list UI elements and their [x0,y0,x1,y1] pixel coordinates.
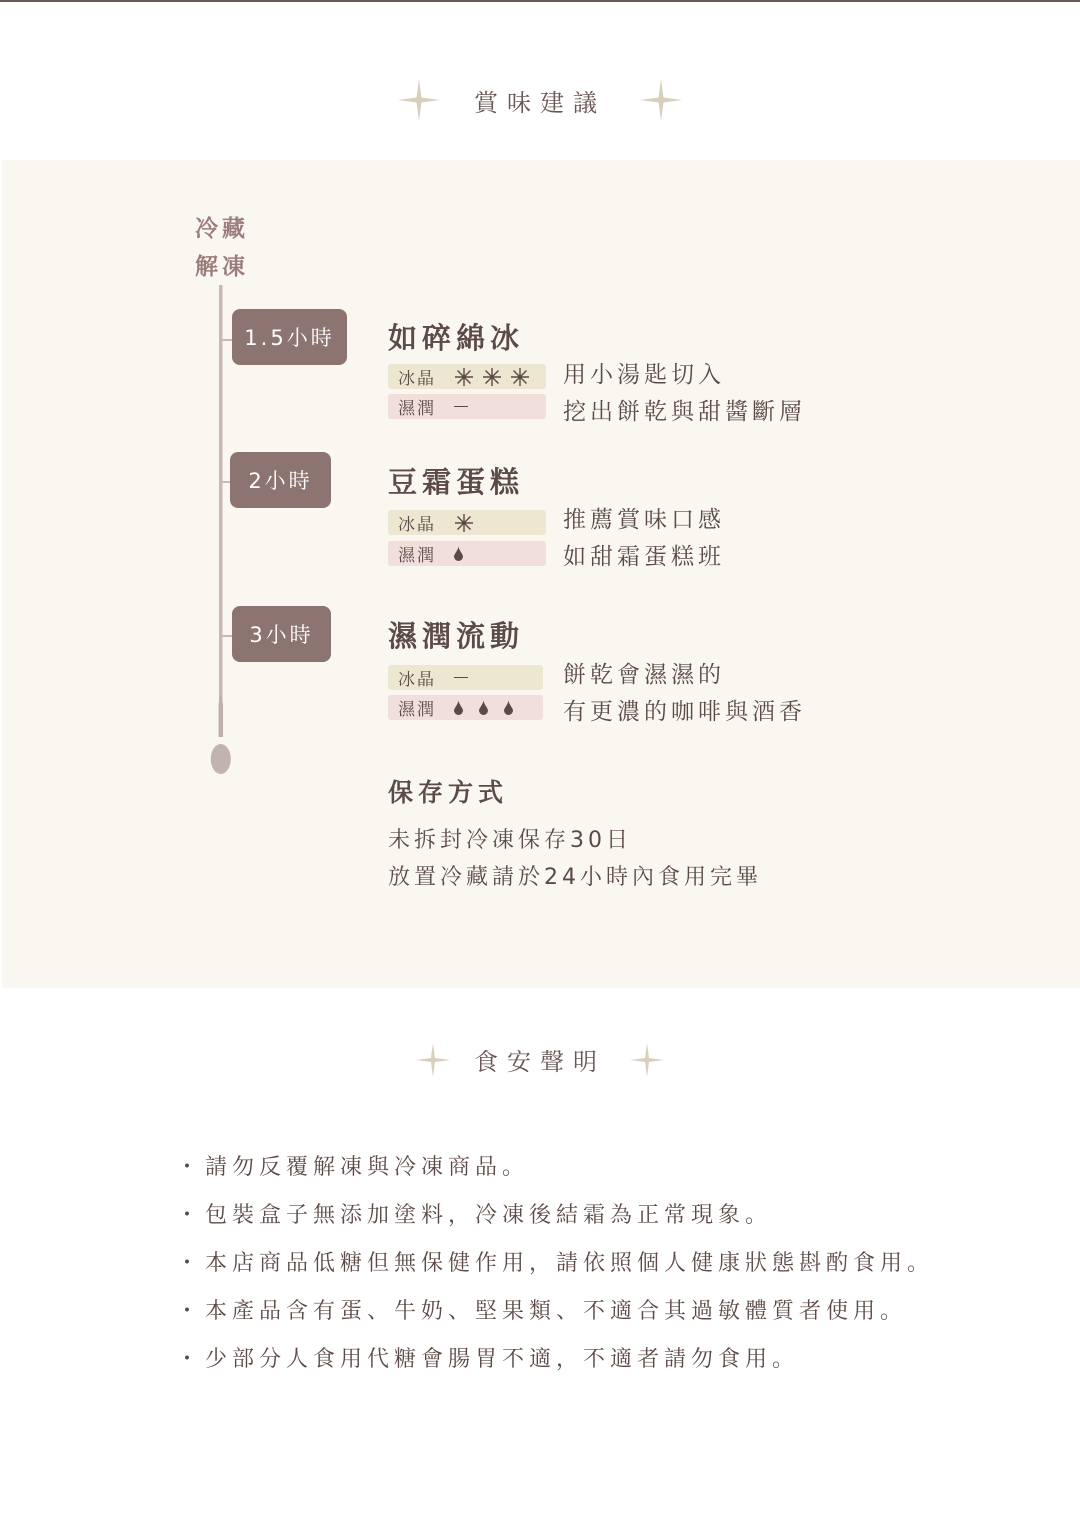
snowflake-icon [482,367,502,387]
list-item [176,1240,934,1288]
droplet-icon [454,700,463,715]
list-item-text: 請勿反覆解凍與冷凍商品。 [205,1155,530,1180]
droplet-icon [479,700,488,715]
stage-title-2: 豆霜蛋糕 [388,465,525,499]
ice-tag-3 [388,665,543,690]
stage-desc-line: 挖出餅乾與甜醬斷層 [563,399,806,425]
moist-level-3 [454,700,513,715]
side-label-line2: 解凍 [195,254,249,280]
stage-title-1: 如碎綿冰 [388,321,525,355]
safety-heading [0,1042,1080,1081]
moist-label: 濕潤 [398,700,436,720]
storage-line: 未拆封冷凍保存30日 [388,828,632,853]
moist-label: 濕潤 [398,546,436,566]
stage-desc-line: 用小湯匙切入 [563,362,725,388]
moist-tag-3 [388,695,543,720]
list-item [176,1288,934,1336]
ice-label: 冰晶 [398,670,436,690]
moist-label: 濕潤 [398,399,436,419]
storage-text [388,822,762,896]
storage-line: 放置冷藏請於24小時內食用完畢 [388,865,762,890]
snowflake-icon [510,367,530,387]
dash-icon [454,677,468,679]
sparkle-icon [416,1043,450,1077]
bullet: ・ [176,1155,204,1180]
list-item-text: 本產品含有蛋、牛奶、堅果類、不適合其過敏體質者使用。 [205,1299,908,1324]
time-badge-2h: 2小時 [230,452,331,508]
storage-title: 保存方式 [388,778,509,807]
ice-level-3 [454,367,530,387]
sparkle-icon [398,79,440,121]
ice-tag-2 [388,510,546,535]
moist-level-0 [454,406,468,408]
droplet-icon [454,546,463,561]
moist-tag-2 [388,541,546,566]
stage-desc-line: 如甜霜蛋糕班 [563,544,725,570]
list-item-text: 本店商品低糖但無保健作用，請依照個人健康狀態斟酌食用。 [205,1251,935,1276]
stage-desc-line: 有更濃的咖啡與酒香 [563,699,806,725]
stage-desc-line: 餅乾會濕濕的 [563,662,725,688]
stage-desc-3 [563,657,806,731]
time-badge-3h: 3小時 [232,606,331,662]
ice-level-1 [454,513,474,533]
list-item-text: 少部分人食用代糖會腸胃不適，不適者請勿食用。 [205,1347,800,1372]
time-badge-1-5h: 1.5小時 [232,309,347,365]
tasting-title: 賞味建議 [474,88,606,117]
list-item [176,1336,934,1384]
list-item-text: 包裝盒子無添加塗料，冷凍後結霜為正常現象。 [205,1203,773,1228]
stage-desc-line: 推薦賞味口感 [563,507,725,533]
bullet: ・ [176,1251,204,1276]
ice-label: 冰晶 [398,515,436,535]
tasting-heading [0,79,1080,125]
bullet: ・ [176,1203,204,1228]
sparkle-icon [640,79,682,121]
snowflake-icon [454,513,474,533]
dash-icon [454,406,468,408]
stage-desc-2 [563,502,725,576]
moist-level-1 [454,546,463,561]
stage-desc-1 [563,357,806,431]
ice-level-0 [454,677,468,679]
snowflake-icon [454,367,474,387]
safety-list [176,1144,934,1384]
moist-tag-1 [388,394,546,419]
droplet-icon [504,700,513,715]
bullet: ・ [176,1299,204,1324]
list-item [176,1192,934,1240]
top-border-line [0,0,1080,2]
ice-tag-1 [388,364,546,389]
side-label-line1: 冷藏 [195,216,249,242]
list-item [176,1144,934,1192]
stage-title-3: 濕潤流動 [388,619,525,653]
ice-label: 冰晶 [398,369,436,389]
bullet: ・ [176,1347,204,1372]
safety-title: 食安聲明 [474,1048,606,1076]
sparkle-icon [630,1043,664,1077]
